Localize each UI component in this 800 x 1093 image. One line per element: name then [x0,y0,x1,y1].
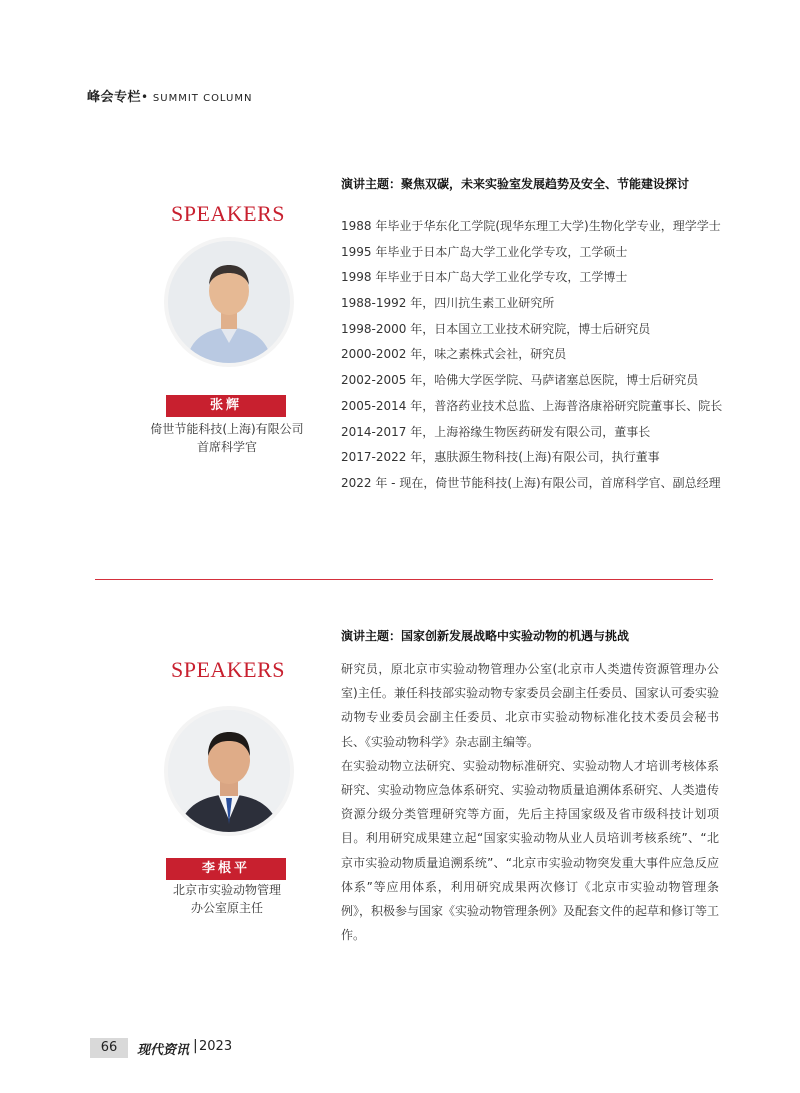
bio-line: 2000-2002 年，味之素株式会社，研究员 [341,347,567,362]
header-dot: • [141,90,149,104]
affiliation-line: 北京市实验动物管理 [172,883,281,897]
talk-topic: 演讲主题：国家创新发展战略中实验动物的机遇与挑战 [341,629,630,643]
speaker-portrait-icon [168,241,290,363]
bio-line: 1998 年毕业于日本广岛大学工业化学专攻，工学博士 [341,270,628,285]
issue-year: 2023 [199,1039,233,1054]
speaker-bio [341,657,719,947]
section-divider [95,579,713,580]
bio-line: 1988 年毕业于华东化工学院(现华东理工大学)生物化学专业，理学学士 [341,219,721,233]
speaker-bio [341,214,722,497]
affiliation-line: 首席科学官 [196,440,257,454]
bio-line: 1998-2000 年，日本国立工业技术研究院，博士后研究员 [341,321,651,336]
speaker-portrait-icon [168,710,290,832]
speaker-name-badge: 李根平 [166,858,286,880]
speakers-label: SPEAKERS [170,657,286,682]
bio-paragraph: 研究员，原北京市实验动物管理办公室(北京市人类遗传资源管理办公室)主任。兼任科技部实验动物专家委员会副主任委员、国家认可委实验动物专业委员会副主任委员、北京市实验动物标准化技术委员会秘书长、《实验动物科学》杂志副主编等。 [341,662,719,749]
bio-line: 2022 年 - 现在，倚世节能科技(上海)有限公司，首席科学官、副总经理 [341,475,721,490]
bio-line: 1995 年毕业于日本广岛大学工业化学专攻，工学硕士 [341,244,628,259]
bio-line: 2014-2017 年，上海裕缘生物医药研发有限公司，董事长 [341,424,651,439]
bio-line: 2017-2022 年，惠肤源生物科技(上海)有限公司，执行董事 [341,450,660,465]
talk-topic: 演讲主题：聚焦双碳，未来实验室发展趋势及安全、节能建设探讨 [341,177,690,191]
footer-separator: | [193,1038,198,1054]
page-number: 66 [90,1038,128,1058]
speaker-affiliation [127,881,327,917]
bio-paragraph: 在实验动物立法研究、实验动物标准研究、实验动物人才培训考核体系研究、实验动物应急体系研究、实验动物质量追溯体系研究、人类遗传资源分级分类管理研究等方面，先后主持国家级及省市级科技计划项目。利用研究成果建立起“国家实验动物从业人员培训考核系统”、“北京市实验动物质量追溯系统”、“北京市实验动物突发重大事件应急反应体系”等应用体系，利用研究成果两次修订《北京市实验动物管理条例》，积极参与国家《实验动物管理条例》及配套文件的起草和修订等工作。 [341,758,720,943]
section-header [87,86,252,105]
section-title-en: SUMMIT COLUMN [152,93,253,104]
bio-line: 2005-2014 年，普洛药业技术总监、上海普洛康裕研究院董事长、院长 [341,398,723,413]
magazine-name: 现代资讯 [137,1043,190,1058]
bio-line: 1988-1992 年，四川抗生素工业研究所 [341,296,555,311]
speaker-affiliation [127,420,327,456]
affiliation-line: 倚世节能科技(上海)有限公司 [150,422,304,436]
section-title: 峰会专栏 [87,90,142,105]
bio-line: 2002-2005 年，哈佛大学医学院、马萨诸塞总医院，博士后研究员 [341,373,699,388]
speaker-name-badge: 张辉 [166,395,286,417]
speaker-photo [168,710,290,832]
speakers-label: SPEAKERS [170,201,286,226]
affiliation-line: 办公室原主任 [190,901,263,915]
speaker-photo [168,241,290,363]
